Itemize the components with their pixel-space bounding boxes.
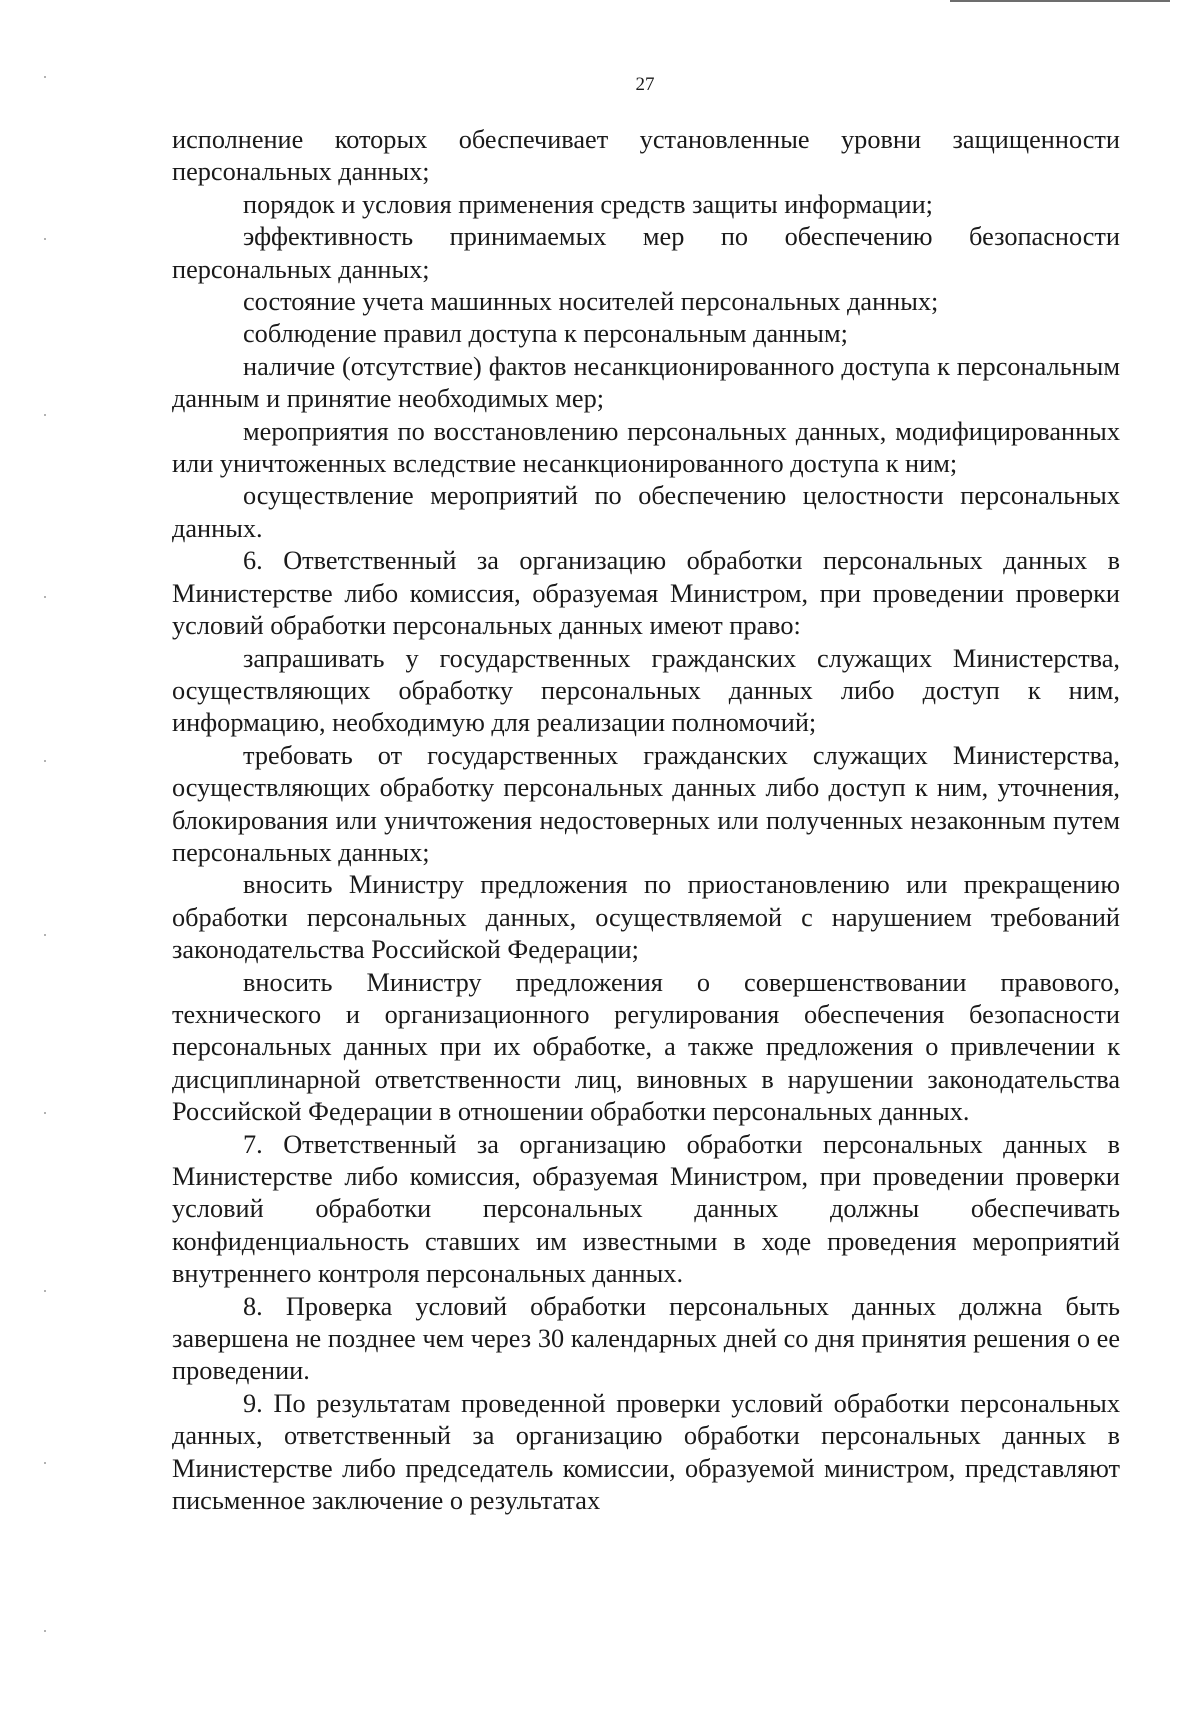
section-paragraph-9: 9. По результатам проведенной проверки условий обработки персональных данных, ответственный за организацию обработки персональных данных в Министерстве либо председатель комиссии, образуемой министром, представляют письменное заключение о результатах [172, 1388, 1120, 1516]
paragraph: осуществление мероприятий по обеспечению целостности персональных данных. [172, 481, 1120, 543]
scan-artifact [44, 760, 46, 762]
scan-artifact [44, 1630, 46, 1632]
paragraph: требовать от государственных гражданских служащих Министерства, осуществляющих обработку персональных данных либо доступ к ним, уточнения, блокирования или уничтожения недостоверных или полученных незаконным путем персональных данных; [172, 740, 1120, 867]
scan-artifact [44, 596, 46, 598]
scan-edge-line [950, 0, 1170, 2]
scan-artifact [44, 934, 46, 936]
paragraph: вносить Министру предложения по приостановлению или прекращению обработки персональных данных, осуществляемой с нарушением требований законодательства Российской Федерации; [172, 870, 1120, 965]
scan-artifact [44, 238, 46, 240]
scan-artifact [44, 414, 46, 416]
page-number: 27 [635, 74, 655, 95]
paragraph: вносить Министру предложения о совершенствовании правового, технического и организационного регулирования обеспечения безопасности персональных данных при их обработке, а также предложения о привлечении к дисциплинарной ответственности лиц, виновных в нарушении законодательства Российской Федерации в отношении обработки персональных данных. [172, 967, 1120, 1127]
scan-artifact [44, 1462, 46, 1464]
paragraph: исполнение которых обеспечивает установленные уровни защищенности персональных данных; [172, 125, 1120, 187]
paragraph: наличие (отсутствие) фактов несанкционированного доступа к персональным данным и принятие необходимых мер; [172, 351, 1120, 414]
paragraph: запрашивать у государственных гражданских служащих Министерства, осуществляющих обработку персональных данных либо доступ к ним, информацию, необходимую для реализации полномочий; [172, 643, 1120, 738]
paragraph: состояние учета машинных носителей персональных данных; [243, 287, 939, 317]
paragraph: соблюдение правил доступа к персональным данным; [243, 319, 848, 349]
section-paragraph-7: 7. Ответственный за организацию обработки персональных данных в Министерстве либо комиссия, образуемая Министром, при проведении проверки условий обработки персональных данных должны обеспечивать конфиденциальность ставших им известными в ходе проведения мероприятий внутреннего контроля персональных данных. [172, 1129, 1120, 1289]
section-paragraph-6: 6. Ответственный за организацию обработки персональных данных в Министерстве либо комиссия, образуемая Министром, при проведении проверки условий обработки персональных данных имеют право: [172, 546, 1120, 641]
scan-artifact [44, 1290, 46, 1292]
paragraph: мероприятия по восстановлению персональных данных, модифицированных или уничтоженных вследствие несанкционированного доступа к ним; [172, 416, 1120, 479]
paragraph: порядок и условия применения средств защиты информации; [243, 189, 933, 219]
scan-artifact [44, 1112, 46, 1114]
section-paragraph-8: 8. Проверка условий обработки персональных данных должна быть завершена не позднее чем через 30 календарных дней со дня принятия решения о ее проведении. [172, 1291, 1120, 1386]
paragraph: эффективность принимаемых мер по обеспечению безопасности персональных данных; [172, 222, 1120, 284]
document-body [172, 124, 1120, 1517]
